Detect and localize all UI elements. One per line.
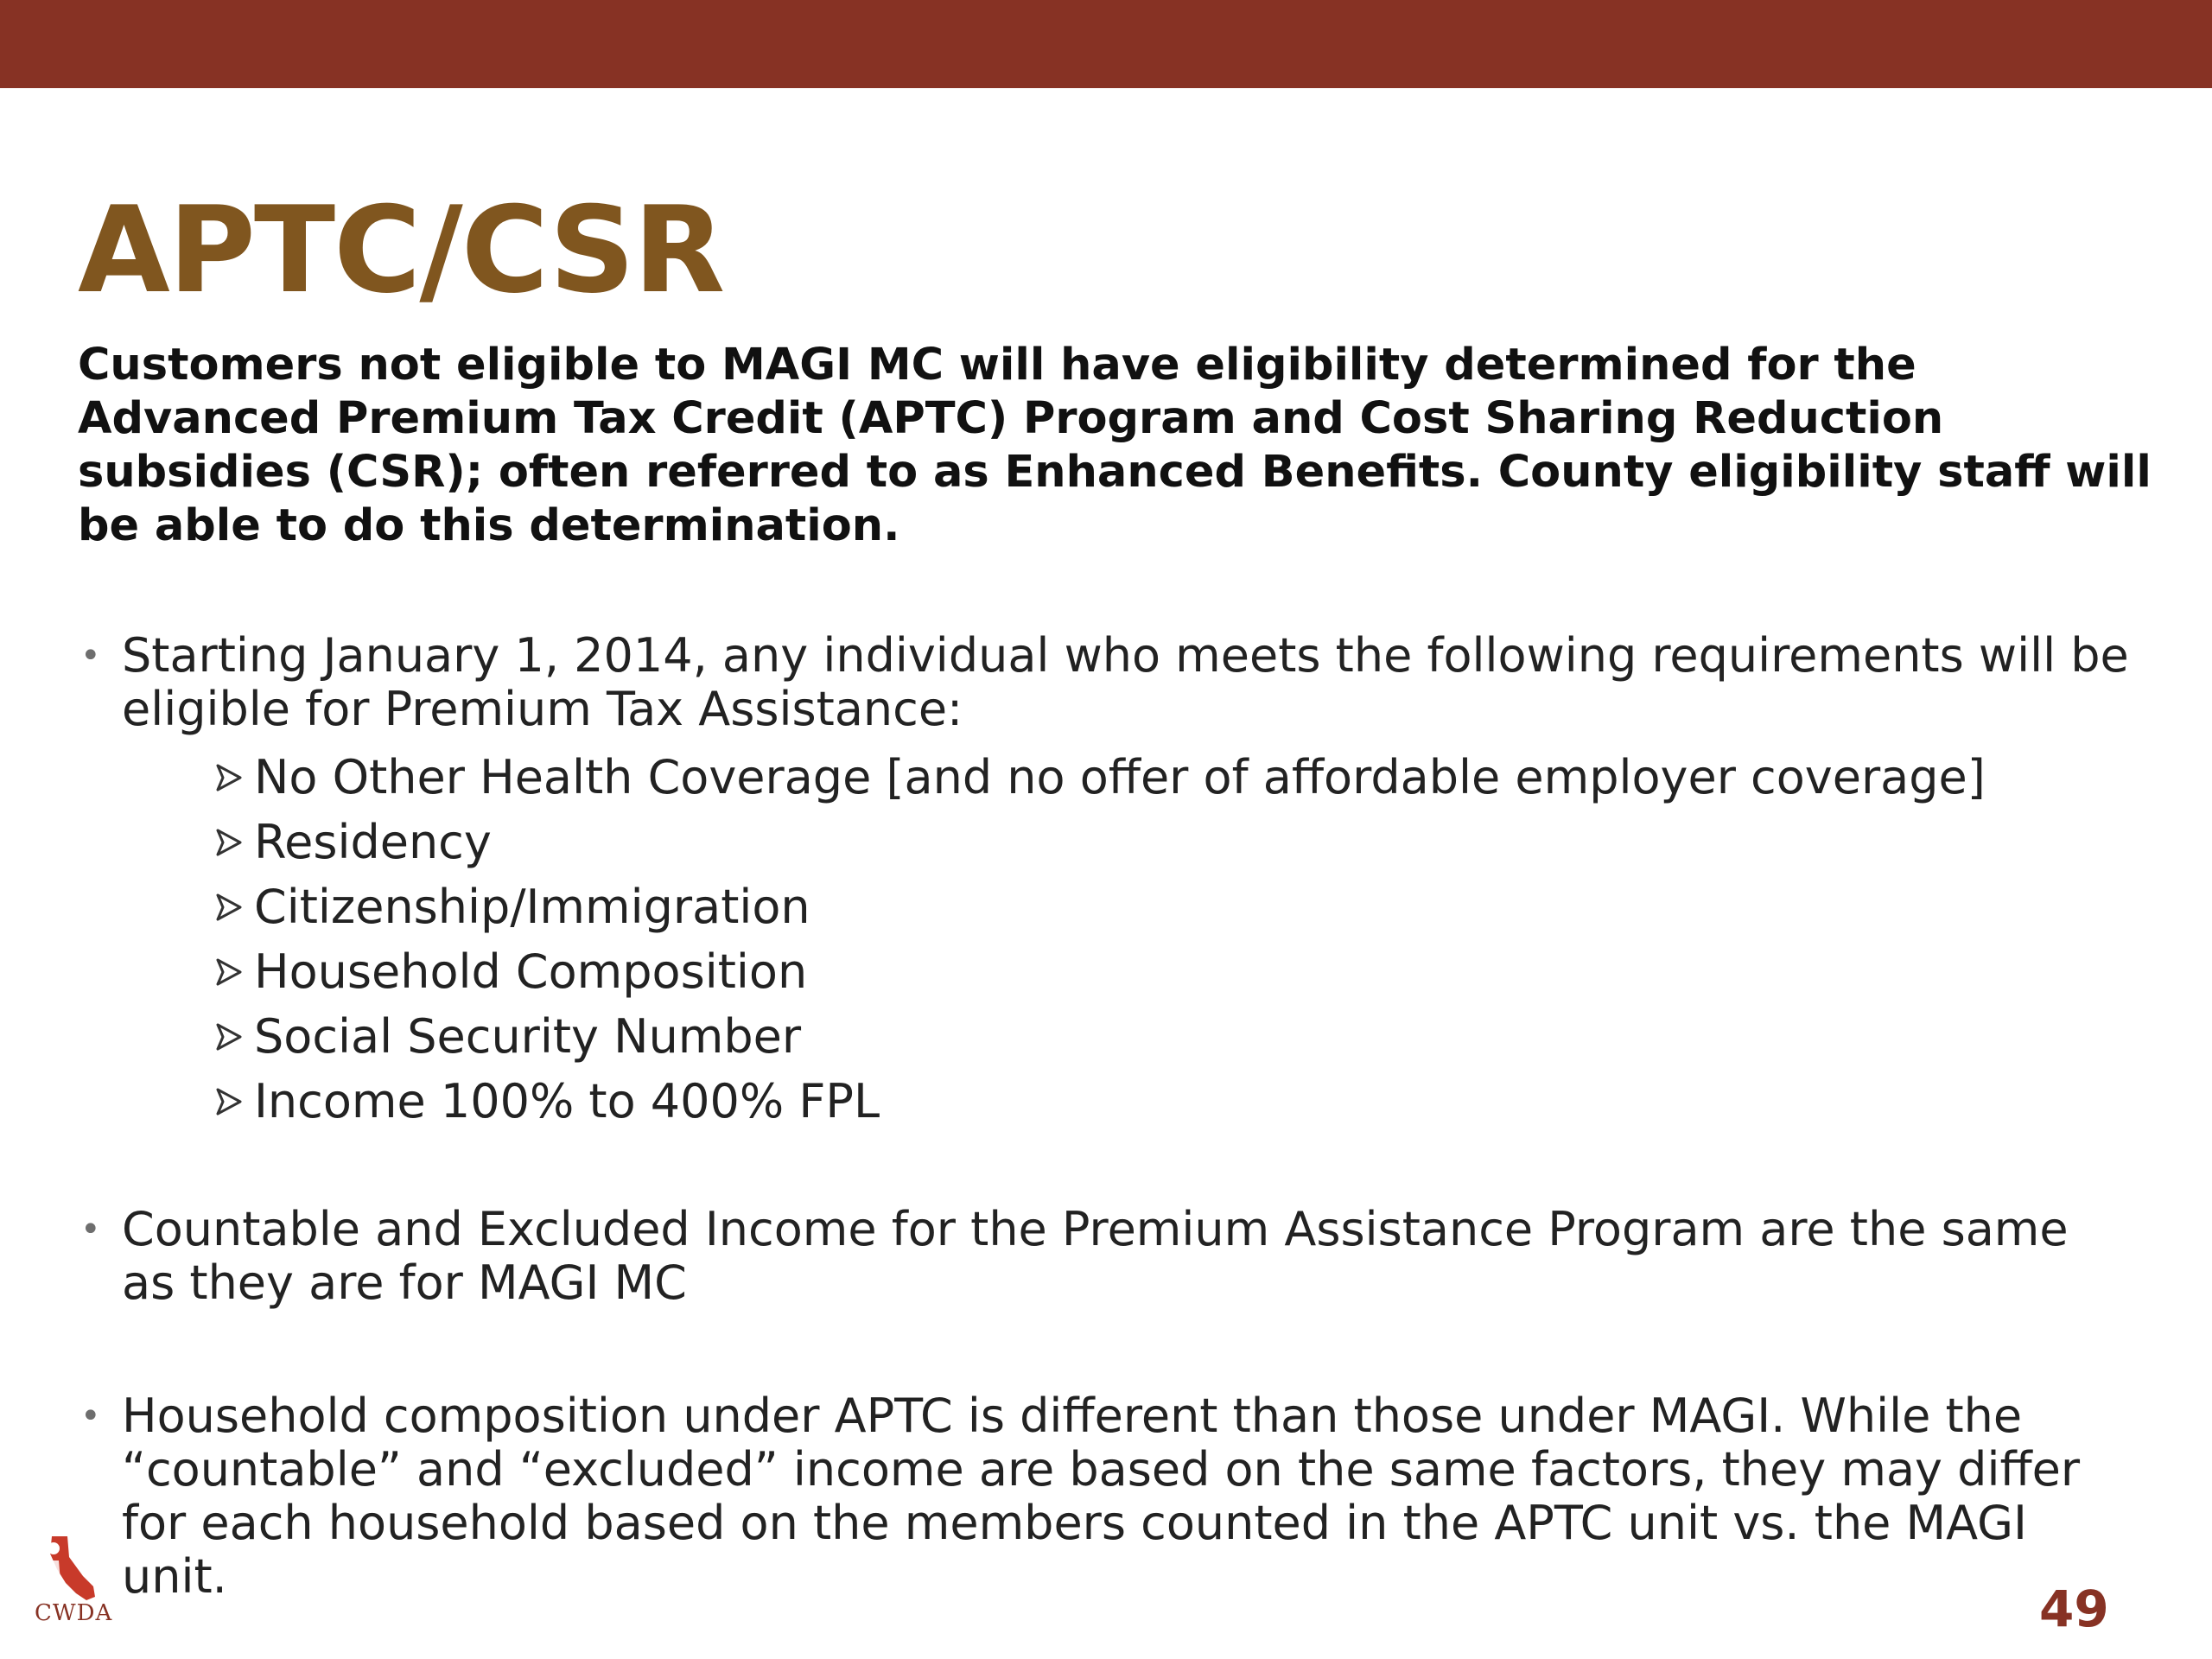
bullet-dot-icon: • [80,1210,101,1249]
requirement-text: Income 100% to 400% FPL [254,1074,880,1128]
bullet-text: Household composition under APTC is different than those under MAGI. While the “countable” and “excluded” income are based on the same factors, they may differ for each household based on the members counted in the APTC unit vs. the MAGI unit. [122,1389,2081,1604]
requirement-item [213,745,1986,810]
arrow-bullet-icon [213,810,247,874]
requirement-item [213,939,1986,1004]
requirement-item [213,810,1986,874]
arrow-bullet-icon [213,939,247,1004]
requirement-text: Household Composition [254,944,808,999]
bullet-dot-icon: • [80,636,101,676]
arrow-bullet-icon [213,745,247,810]
requirements-list [213,745,1986,1134]
requirement-text: Social Security Number [254,1009,802,1064]
bullet-item [80,1202,2135,1310]
page-number: 49 [2039,1580,2109,1638]
requirement-item [213,874,1986,939]
bullet-text: Starting January 1, 2014, any individual who meets the following requirements will be eligible for Premium Tax Assistance: [122,628,2129,736]
bullet-text: Countable and Excluded Income for the Premium Assistance Program are the same as they are for MAGI MC [122,1202,2069,1310]
requirement-text: No Other Health Coverage [and no offer of affordable employer coverage] [254,750,1986,804]
arrow-bullet-icon [213,874,247,939]
requirement-text: Residency [254,815,492,869]
bullet-item [80,1389,2135,1604]
requirement-item [213,1069,1986,1134]
bullet-dot-icon: • [80,1396,101,1436]
arrow-bullet-icon [213,1004,247,1069]
arrow-bullet-icon [213,1069,247,1134]
slide-title: APTC/CSR [78,181,724,320]
logo-text: CWDA [35,1600,113,1626]
requirement-item [213,1004,1986,1069]
bullet-item [80,628,2135,736]
header-bar [0,0,2212,88]
requirement-text: Citizenship/Immigration [254,880,810,934]
intro-paragraph: Customers not eligible to MAGI MC will have eligibility determined for the Advanced Premium Tax Credit (APTC) Program and Cost Sharing Reduction subsidies (CSR); often referred to as Enhanced Benefits. County eligibility staff will be able to do this determination. [78,340,2152,551]
